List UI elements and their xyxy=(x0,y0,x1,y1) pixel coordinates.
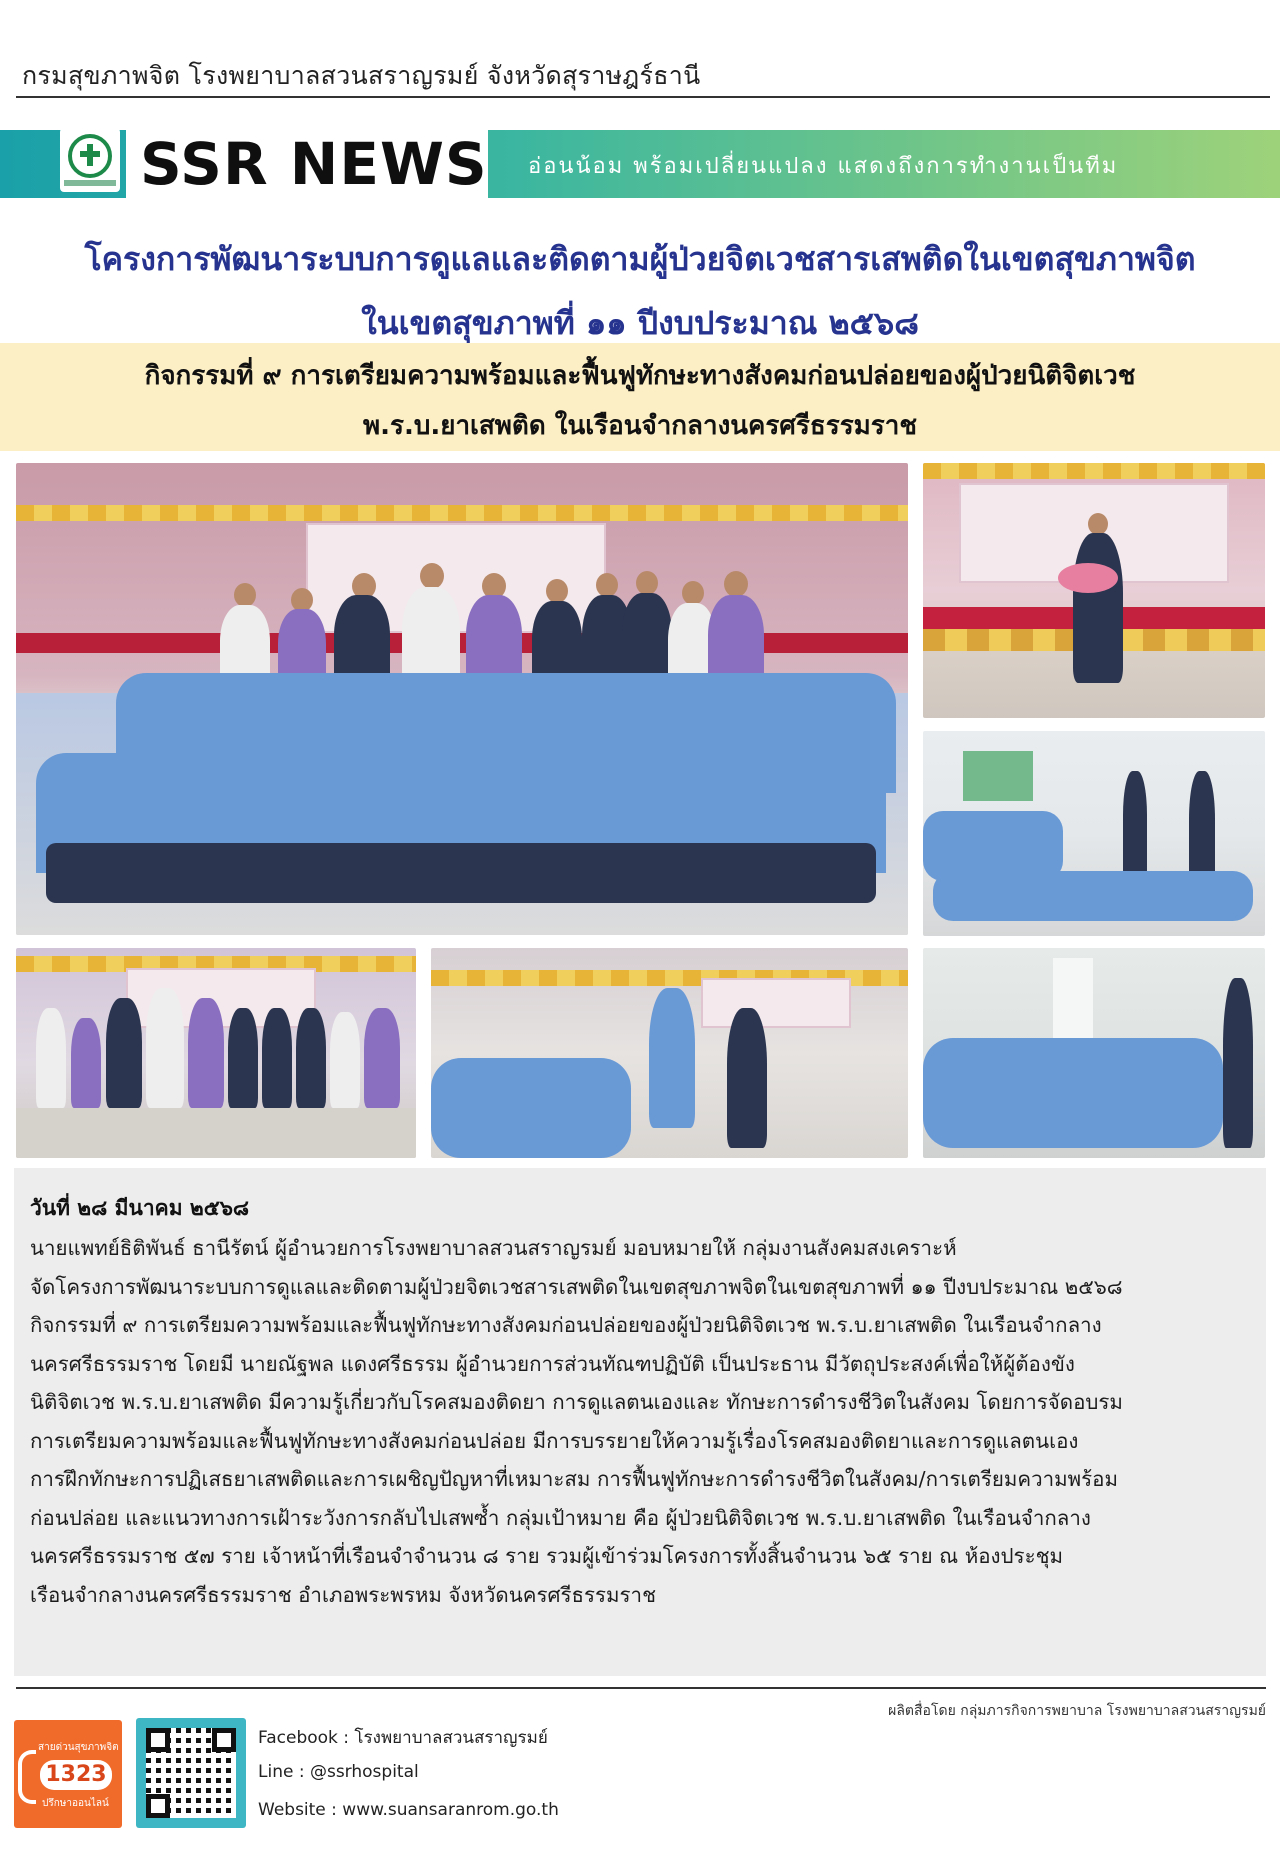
article-line: การเตรียมความพร้อมและฟื้นฟูทักษะทางสังคมก่อนปล่อย มีการบรรยายให้ความรู้เรื่องโรคสมองติดยาและการดูแลตนเอง xyxy=(30,1428,1079,1453)
website-link[interactable]: Website : www.suansaranrom.go.th xyxy=(258,1800,559,1820)
article-line: ก่อนปล่อย และแนวทางการเฝ้าระวังการกลับไปเสพซ้ำ กลุ่มเป้าหมาย คือ ผู้ป่วยนิติจิตเวช พ.ร.บ.ยาเสพติด ในเรือนจำกลาง xyxy=(30,1505,1091,1530)
organization-header: กรมสุขภาพจิต โรงพยาบาลสวนสราญรมย์ จังหวัดสุราษฎร์ธานี xyxy=(22,61,701,90)
article-line: นครศรีธรรมราช โดยมี นายณัฐพล แดงศรีธรรม ผู้อำนวยการส่วนทัณฑปฏิบัติ เป็นประธาน มีวัตถุประสงค์เพื่อให้ผู้ต้องขัง xyxy=(30,1351,1075,1376)
activity-title-line1: กิจกรรมที่ ๙ การเตรียมความพร้อมและฟื้นฟูทักษะทางสังคมก่อนปล่อยของผู้ป่วยนิติจิตเวช xyxy=(144,361,1136,391)
activity-box xyxy=(0,343,1280,451)
banner-slogan: อ่อนน้อม พร้อมเปลี่ยนแปลง แสดงถึงการทำงานเป็นทีม xyxy=(528,154,1119,179)
article-line: นิติจิตเวช พ.ร.บ.ยาเสพติด มีความรู้เกี่ยวกับโรคสมองติดยา การดูแลตนเองและ ทักษะการดำรงชีวิตในสังคม โดยการจัดอบรม xyxy=(30,1390,1123,1414)
ministry-logo-icon xyxy=(60,128,120,192)
activity-seated-photo xyxy=(923,731,1265,936)
article-line: นายแพทย์ธิติพันธ์ ธานีรัตน์ ผู้อำนวยการโรงพยาบาลสวนสราญรมย์ มอบหมายให้ กลุ่มงานสังคมสงเคราะห์ xyxy=(30,1236,957,1260)
article-line: จัดโครงการพัฒนาระบบการดูแลและติดตามผู้ป่วยจิตเวชสารเสพติดในเขตสุขภาพจิตในเขตสุขภาพที่ ๑๑ ปีงบประมาณ ๒๕๖๘ xyxy=(30,1274,1123,1299)
logo-caption xyxy=(64,180,116,186)
qr-corner-marker xyxy=(146,1794,170,1818)
medical-cross-icon xyxy=(80,144,100,166)
project-title-line2: ในเขตสุขภาพที่ ๑๑ ปีงบประมาณ ๒๕๖๘ xyxy=(361,304,919,342)
hotline-badge xyxy=(14,1720,122,1828)
hotline-subtitle: ปรึกษาออนไลน์ xyxy=(42,1798,109,1809)
phone-icon xyxy=(18,1750,36,1804)
hotline-number: 1323 xyxy=(40,1760,112,1790)
newsletter-title: SSR NEWS xyxy=(140,130,488,198)
article-line: เรือนจำกลางนครศรีธรรมราช อำเภอพระพรหม จังหวัดนครศรีธรรมราช xyxy=(30,1582,656,1607)
presentation-photo xyxy=(431,948,908,1158)
article-date: วันที่ ๒๘ มีนาคม ๒๕๖๘ xyxy=(30,1196,250,1220)
line-link[interactable]: Line : @ssrhospital xyxy=(258,1762,419,1782)
speaker-photo xyxy=(923,463,1265,718)
footer-divider xyxy=(16,1687,1266,1689)
staff-photo xyxy=(16,948,416,1158)
activity-title-line2: พ.ร.บ.ยาเสพติด ในเรือนจำกลางนครศรีธรรมราช xyxy=(362,411,918,441)
qr-code-icon[interactable] xyxy=(136,1718,246,1828)
producer-credit: ผลิตสื่อโดย กลุ่มภารกิจการพยาบาล โรงพยาบาลสวนสราญรมย์ xyxy=(888,1703,1266,1719)
participants-photo xyxy=(923,948,1265,1158)
article-line: นครศรีธรรมราช ๕๗ ราย เจ้าหน้าที่เรือนจำจำนวน ๘ ราย รวมผู้เข้าร่วมโครงการทั้งสิ้นจำนวน ๖๕ ราย ณ ห้องประชุม xyxy=(30,1544,1064,1568)
header-divider xyxy=(16,96,1270,98)
article-line: กิจกรรมที่ ๙ การเตรียมความพร้อมและฟื้นฟูทักษะทางสังคมก่อนปล่อยของผู้ป่วยนิติจิตเวช พ.ร.บ.ยาเสพติด ในเรือนจำกลาง xyxy=(30,1313,1102,1337)
qr-corner-marker xyxy=(146,1728,170,1752)
newsletter-title-box xyxy=(126,128,488,200)
article-line: การฝึกทักษะการปฏิเสธยาเสพติดและการเผชิญปัญหาที่เหมาะสม การฟื้นฟูทักษะการดำรงชีวิตในสังคม/การเตรียมความพร้อม xyxy=(30,1467,1118,1491)
project-title-line1: โครงการพัฒนาระบบการดูแลและติดตามผู้ป่วยจิตเวชสารเสพติดในเขตสุขภาพจิต xyxy=(84,240,1196,278)
hotline-title: สายด่วนสุขภาพจิต xyxy=(38,1742,119,1753)
group-photo xyxy=(16,463,908,935)
qr-corner-marker xyxy=(212,1728,236,1752)
facebook-link[interactable]: Facebook : โรงพยาบาลสวนสราญรมย์ xyxy=(258,1728,548,1748)
